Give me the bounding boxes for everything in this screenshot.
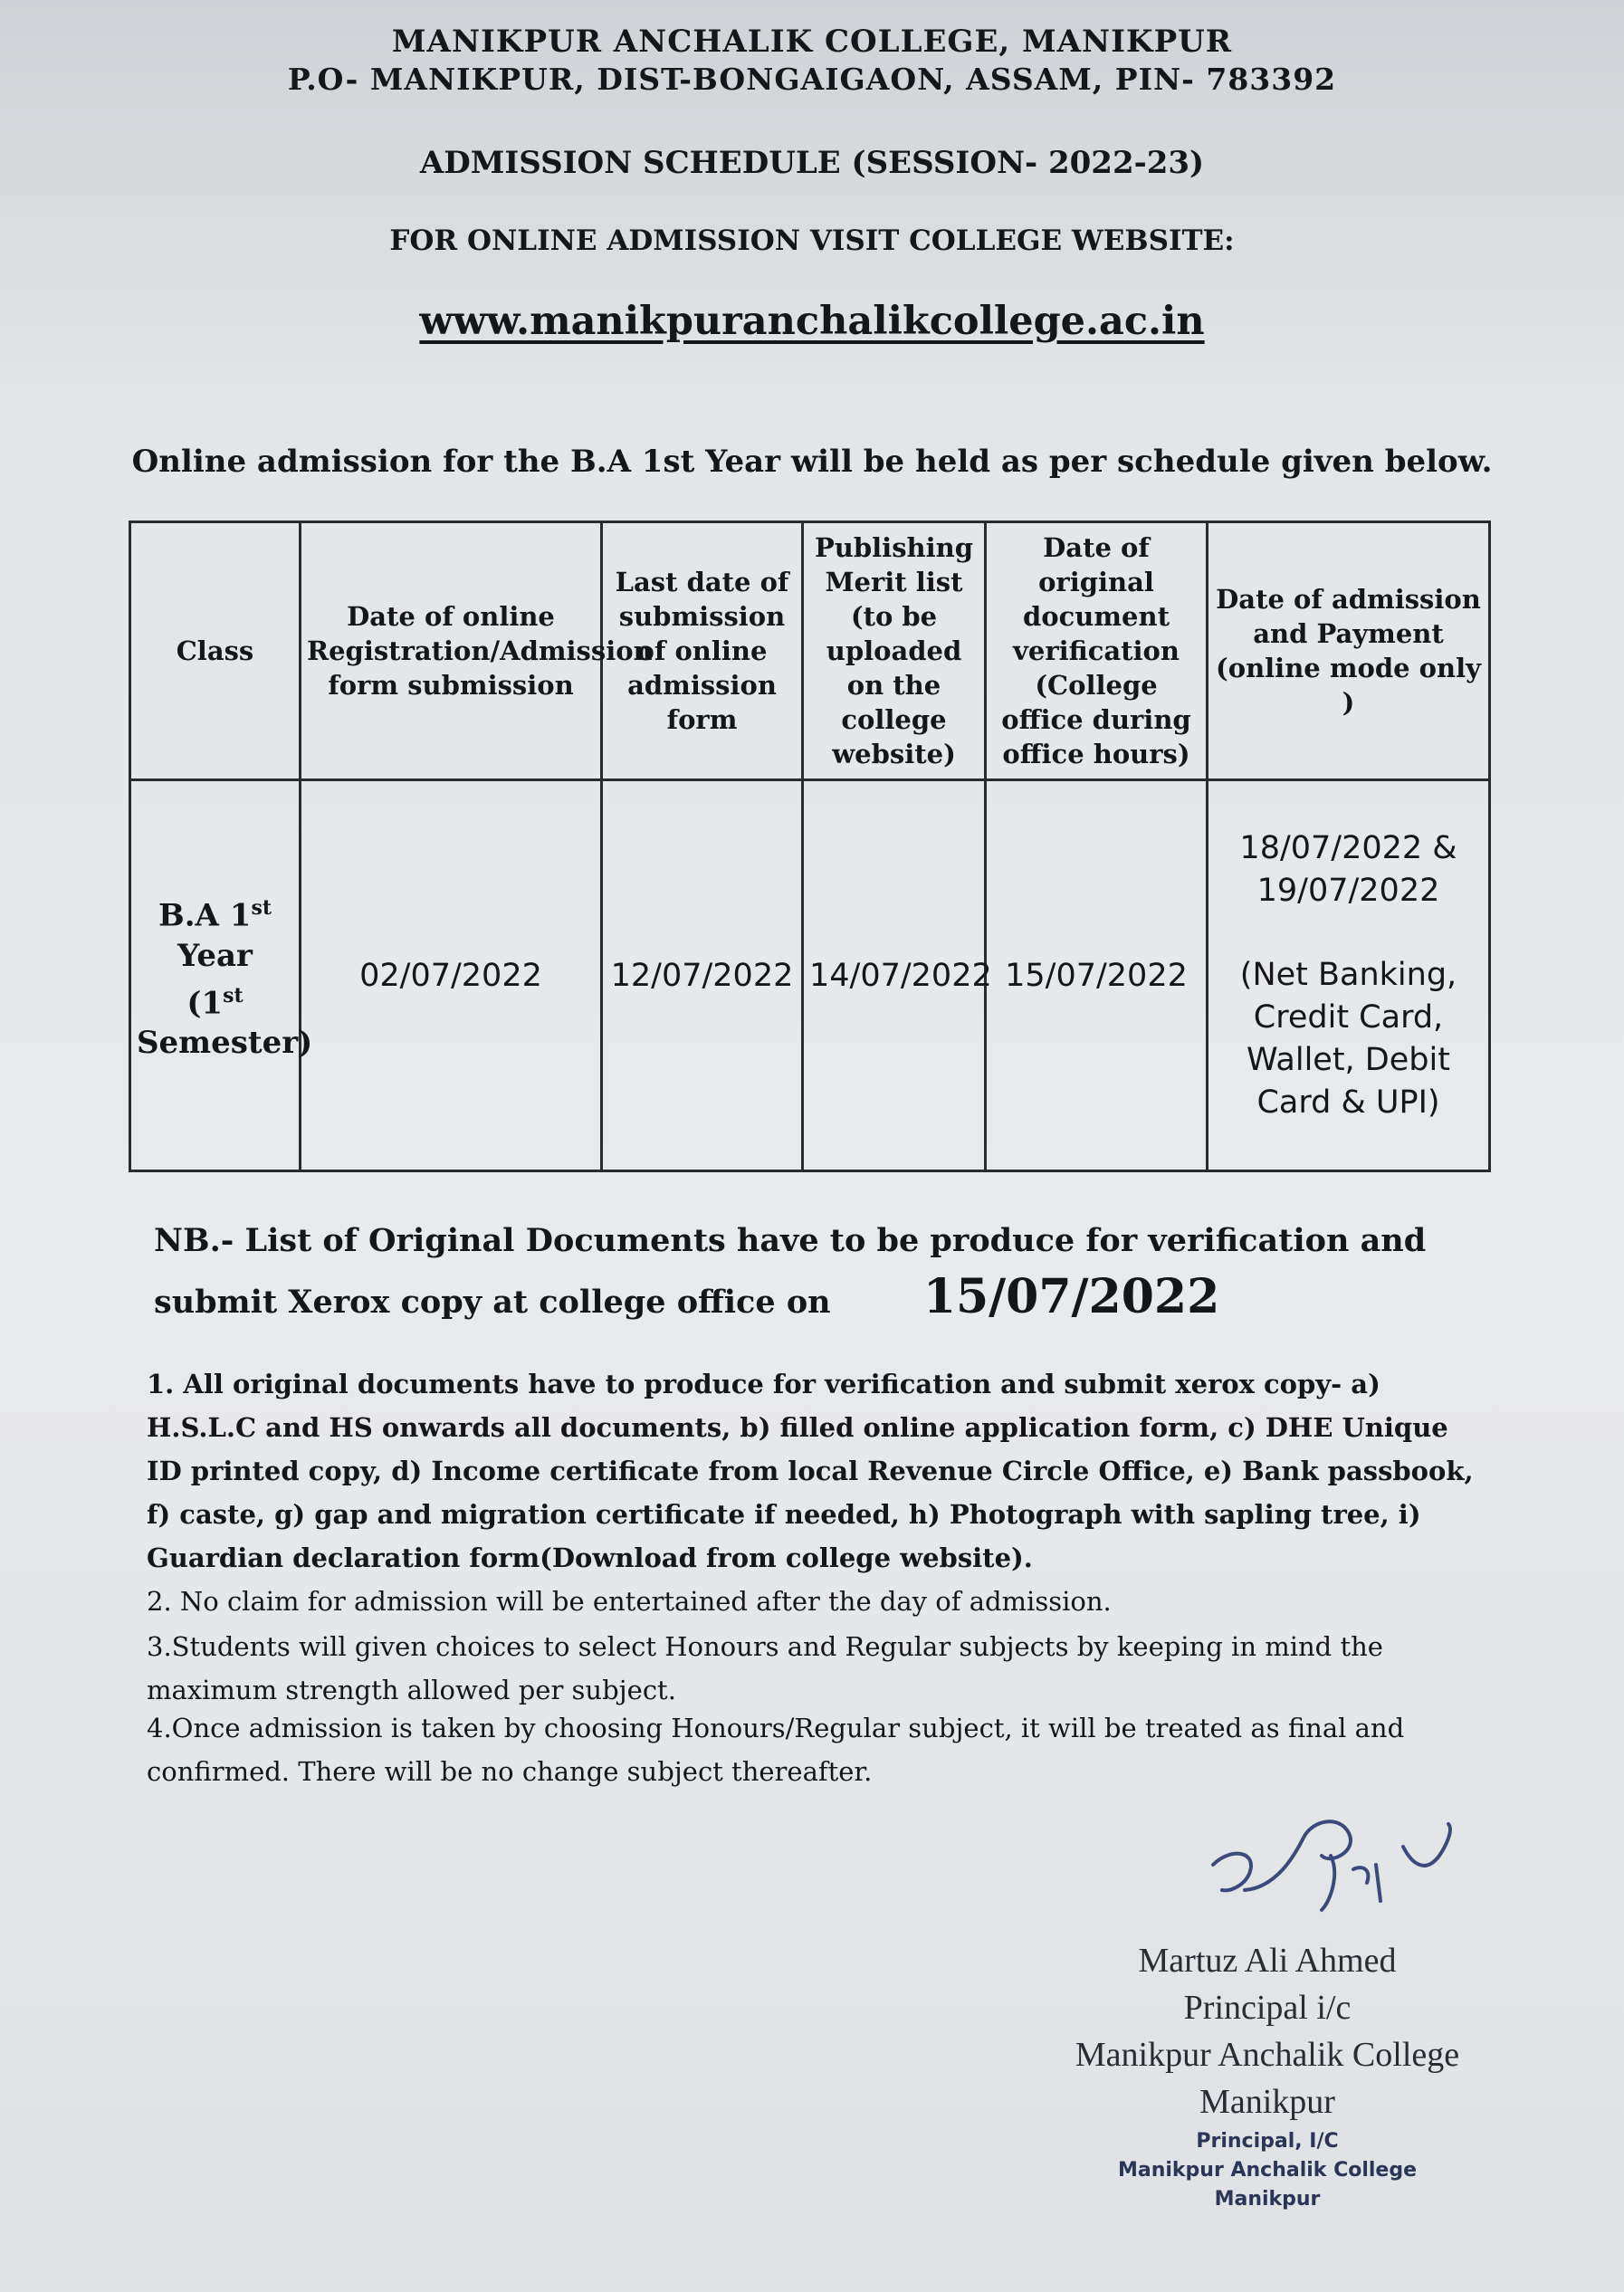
schedule-intro: Online admission for the B.A 1st Year will be held as per schedule given below. <box>131 444 1493 480</box>
header-verification: Date of original document verification (College office during office hours) <box>986 522 1208 780</box>
college-address: P.O- MANIKPUR, DIST-BONGAIGAON, ASSAM, PIN- 783392 <box>287 62 1337 97</box>
note-3: 3.Students will given choices to select Honours and Regular subjects by keeping in mind the maximum strength allowed per subject. <box>147 1631 1383 1705</box>
signatory-title: Principal i/c <box>1183 1989 1352 2027</box>
admission-payment-cell <box>1208 780 1490 1171</box>
header-registration: Date of online Registration/Admission form submission <box>301 522 602 780</box>
schedule-title: ADMISSION SCHEDULE (SESSION- 2022-23) <box>419 145 1205 181</box>
header-admission-payment: Date of admission and Payment (online mode only ) <box>1208 522 1490 780</box>
principal-stamp <box>1068 2127 1466 2214</box>
class-sem-prefix: (1 <box>186 984 224 1021</box>
verification-date: 15/07/2022 <box>986 780 1208 1171</box>
signatory-institution: Manikpur Anchalik College <box>1075 2036 1460 2074</box>
nb-text: NB.- List of Original Documents have to be produce for verification and submit Xerox copy at college office on <box>154 1222 1427 1321</box>
header-class: Class <box>130 522 301 780</box>
admission-dates: 18/07/2022 & 19/07/2022 <box>1239 829 1457 909</box>
signatory-name: Martuz Ali Ahmed <box>1138 1942 1397 1980</box>
admission-schedule-table <box>129 520 1491 1172</box>
stamp-line-3: Manikpur <box>1214 2188 1321 2211</box>
class-cell <box>130 780 313 1171</box>
class-prefix: B.A 1 <box>158 897 252 934</box>
signature-block <box>1014 1801 1521 2209</box>
stamp-line-1: Principal, I/C <box>1196 2130 1339 2153</box>
merit-list-date: 14/07/2022 <box>803 780 986 1171</box>
stamp-line-2: Manikpur Anchalik College <box>1117 2159 1418 2182</box>
signatory-place: Manikpur <box>1199 2083 1335 2121</box>
last-date: 12/07/2022 <box>602 780 803 1171</box>
class-sem-sup: st <box>223 983 244 1008</box>
class-semester: Semester) <box>137 1024 313 1061</box>
college-name: MANIKPUR ANCHALIK COLLEGE, MANIKPUR <box>391 24 1233 60</box>
class-sup: st <box>251 896 272 921</box>
note-1: 1. All original documents have to produce for verification and submit xerox copy- a) H.S.L.C and HS onwards all documents, b) filled online application form, c) DHE Unique ID printed copy, d) Income certificate from local Revenue Circle Office, e) Bank passbook, f) caste, g) gap and migration certificate if needed, h) Photograph with sapling tree, i) Guardian declaration form(Download from college website). <box>147 1369 1474 1573</box>
college-website-link[interactable]: www.manikpuranchalikcollege.ac.in <box>419 299 1205 344</box>
payment-modes: (Net Banking, Credit Card, Wallet, Debit Card & UPI) <box>1239 956 1457 1121</box>
website-line <box>0 299 1624 344</box>
signatory-details <box>1014 1937 1521 2125</box>
header-merit-list: Publishing Merit list (to be uploaded on the college website) <box>803 522 986 780</box>
online-admission-note: FOR ONLINE ADMISSION VISIT COLLEGE WEBSITE: <box>389 224 1235 257</box>
table-header-row <box>130 522 1490 780</box>
note-4: 4.Once admission is taken by choosing Honours/Regular subject, it will be treated as final and confirmed. There will be no change subject thereafter. <box>147 1713 1405 1787</box>
handwritten-signature <box>1195 1801 1466 1919</box>
note-2: 2. No claim for admission will be entertained after the day of admission. <box>147 1586 1112 1617</box>
nb-date: 15/07/2022 <box>922 1269 1220 1324</box>
header-last-date: Last date of submission of online admission form <box>602 522 803 780</box>
class-year: Year <box>177 937 253 974</box>
nb-note <box>154 1213 1494 1331</box>
registration-date: 02/07/2022 <box>301 780 602 1171</box>
table-row <box>130 780 1490 1171</box>
